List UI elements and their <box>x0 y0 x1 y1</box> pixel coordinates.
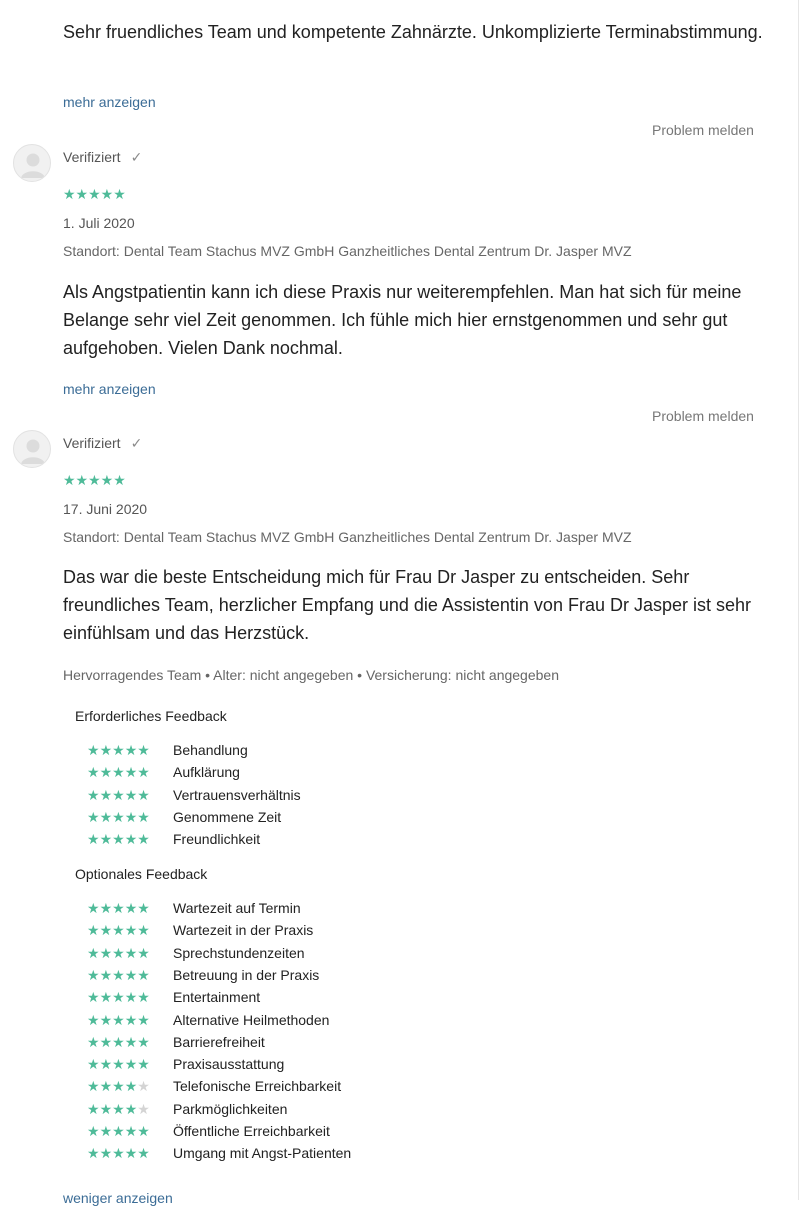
user-avatar-icon <box>13 144 51 182</box>
star-icon: ★ <box>112 1078 125 1095</box>
star-icon: ★ <box>87 742 100 758</box>
user-avatar-icon <box>13 430 51 468</box>
review-location: Standort: Dental Team Stachus MVZ GmbH Ganzheitliches Dental Zentrum Dr. Jasper MVZ <box>63 529 632 545</box>
star-icon: ★ <box>124 1078 138 1095</box>
star-icon: ★ <box>124 808 138 825</box>
feedback-rating <box>87 1055 150 1073</box>
star-icon: ★ <box>137 1100 150 1117</box>
star-icon: ★ <box>99 1078 113 1095</box>
feedback-label: Wartezeit auf Termin <box>173 900 301 916</box>
feedback-label: Genommene Zeit <box>173 808 282 825</box>
feedback-label: Praxisausstattung <box>173 1056 285 1073</box>
feedback-rating <box>87 808 150 826</box>
feedback-rating <box>87 786 150 804</box>
star-icon: ★ <box>99 1100 113 1117</box>
star-icon: ★ <box>99 989 113 1006</box>
star-icon: ★ <box>87 1033 100 1050</box>
star-icon: ★ <box>87 900 100 916</box>
star-icon: ★ <box>124 922 138 939</box>
star-icon: ★ <box>87 786 100 803</box>
star-icon: ★ <box>112 1056 125 1073</box>
feedback-rating <box>87 1122 150 1140</box>
review-location: Standort: Dental Team Stachus MVZ GmbH Ganzheitliches Dental Zentrum Dr. Jasper MVZ <box>63 243 632 259</box>
feedback-label: Umgang mit Angst-Patienten <box>173 1145 352 1162</box>
star-icon: ★ <box>87 1011 100 1028</box>
star-icon: ★ <box>112 1033 125 1050</box>
star-icon: ★ <box>124 1100 138 1117</box>
verified-badge <box>63 435 142 452</box>
star-icon: ★ <box>112 1123 125 1139</box>
star-icon: ★ <box>112 808 125 825</box>
star-icon: ★ <box>112 900 125 916</box>
star-icon: ★ <box>87 1078 100 1095</box>
feedback-rating <box>87 966 150 984</box>
star-icon: ★ <box>137 1123 150 1139</box>
check-icon: ✓ <box>130 435 143 451</box>
star-icon: ★ <box>124 1056 138 1073</box>
review-text: Als Angstpatientin kann ich diese Praxis nur weiterempfehlen. Man hat sich für meine Belange sehr viel Zeit genommen. Ich fühle mich hier ernstgenommen und sehr gut aufgehoben. Vielen Dank nochmal. <box>63 282 742 358</box>
star-icon: ★ <box>99 966 113 983</box>
review-date: 17. Juni 2020 <box>63 501 148 517</box>
feedback-rating <box>87 988 150 1006</box>
star-icon: ★ <box>124 742 138 758</box>
star-icon: ★ <box>99 1056 113 1073</box>
star-icon: ★ <box>99 742 113 758</box>
star-icon: ★ <box>87 808 100 825</box>
feedback-label: Behandlung <box>173 742 248 758</box>
star-icon: ★ <box>112 1011 125 1028</box>
optional-feedback-heading: Optionales Feedback <box>75 866 208 882</box>
feedback-rating <box>87 763 150 781</box>
star-icon: ★ <box>99 831 113 848</box>
star-icon: ★ <box>137 831 150 848</box>
show-more-link[interactable]: mehr anzeigen <box>63 381 156 397</box>
required-feedback-heading: Erforderliches Feedback <box>75 708 227 724</box>
star-icon: ★ <box>87 944 100 961</box>
star-icon: ★ <box>137 808 150 825</box>
review-meta: Hervorragendes Team • Alter: nicht angegeben • Versicherung: nicht angegeben <box>63 667 559 683</box>
star-icon: ★ <box>87 1145 100 1162</box>
star-icon: ★ <box>137 764 150 781</box>
star-icon: ★ <box>124 831 138 848</box>
star-icon: ★ <box>137 922 150 939</box>
feedback-label: Entertainment <box>173 989 261 1006</box>
star-icon: ★ <box>99 900 113 916</box>
star-icon: ★ <box>124 786 138 803</box>
star-icon: ★ <box>137 1033 150 1050</box>
star-icon: ★ <box>137 944 150 961</box>
star-icon: ★ <box>137 786 150 803</box>
star-icon: ★ <box>112 1145 125 1162</box>
feedback-rating <box>87 1100 150 1118</box>
review-text: Sehr fruendliches Team und kompetente Zahnärzte. Unkomplizierte Terminabstimmung. <box>63 22 763 42</box>
feedback-rating <box>87 830 150 848</box>
star-icon: ★ <box>112 831 125 848</box>
star-icon: ★ <box>112 944 125 961</box>
star-icon: ★ <box>99 1145 113 1162</box>
feedback-label: Wartezeit in der Praxis <box>173 922 314 939</box>
star-icon: ★ <box>87 989 100 1006</box>
verified-label: Verifiziert <box>63 149 121 165</box>
feedback-label: Alternative Heilmethoden <box>173 1011 330 1028</box>
star-icon: ★ <box>124 1011 138 1028</box>
feedback-rating <box>87 1033 150 1051</box>
feedback-rating <box>87 921 150 939</box>
review-rating: ★★★★★ <box>63 186 126 202</box>
star-icon: ★ <box>124 944 138 961</box>
star-icon: ★ <box>137 1056 150 1073</box>
check-icon: ✓ <box>130 149 143 165</box>
star-icon: ★ <box>99 1011 113 1028</box>
feedback-label: Betreuung in der Praxis <box>173 966 320 983</box>
star-icon: ★ <box>87 922 100 939</box>
star-icon: ★ <box>87 1123 100 1139</box>
star-icon: ★ <box>87 764 100 781</box>
star-icon: ★ <box>124 966 138 983</box>
star-icon: ★ <box>112 764 125 781</box>
feedback-rating <box>87 741 150 759</box>
star-icon: ★ <box>87 1100 100 1117</box>
feedback-label: Vertrauensverhältnis <box>173 786 301 803</box>
star-icon: ★ <box>124 1145 138 1162</box>
review-date: 1. Juli 2020 <box>63 215 135 231</box>
feedback-label: Aufklärung <box>173 764 240 781</box>
feedback-rating <box>87 1077 150 1095</box>
star-icon: ★ <box>112 989 125 1006</box>
feedback-rating <box>87 1011 150 1029</box>
star-icon: ★ <box>137 966 150 983</box>
feedback-label: Öffentliche Erreichbarkeit <box>173 1123 330 1139</box>
star-icon: ★ <box>99 786 113 803</box>
show-more-link[interactable]: mehr anzeigen <box>63 94 156 110</box>
feedback-rating <box>87 1144 150 1162</box>
star-icon: ★ <box>124 989 138 1006</box>
star-icon: ★ <box>99 1123 113 1139</box>
report-problem-link[interactable]: Problem melden <box>652 122 754 138</box>
feedback-label: Telefonische Erreichbarkeit <box>173 1078 342 1095</box>
star-icon: ★ <box>99 764 113 781</box>
star-icon: ★ <box>124 1123 138 1139</box>
star-icon: ★ <box>137 1011 150 1028</box>
star-icon: ★ <box>99 808 113 825</box>
star-icon: ★ <box>87 1056 100 1073</box>
review-text: Das war die beste Entscheidung mich für Frau Dr Jasper zu entscheiden. Sehr freundliches Team, herzlicher Empfang und die Assistentin von Frau Dr Jasper ist sehr einfühlsam und das Herzstück. <box>63 567 751 643</box>
star-icon: ★ <box>112 966 125 983</box>
star-icon: ★ <box>99 1033 113 1050</box>
star-icon: ★ <box>87 966 100 983</box>
show-less-link[interactable]: weniger anzeigen <box>63 1190 173 1206</box>
star-icon: ★ <box>87 831 100 848</box>
feedback-label: Sprechstundenzeiten <box>173 944 305 961</box>
feedback-rating <box>87 899 150 917</box>
feedback-label: Parkmöglichkeiten <box>173 1100 288 1117</box>
star-icon: ★ <box>124 1033 138 1050</box>
star-icon: ★ <box>137 1078 150 1095</box>
star-icon: ★ <box>137 900 150 916</box>
star-icon: ★ <box>112 742 125 758</box>
star-icon: ★ <box>112 786 125 803</box>
report-problem-link[interactable]: Problem melden <box>652 408 754 424</box>
feedback-label: Barrierefreiheit <box>173 1033 265 1050</box>
star-icon: ★ <box>99 944 113 961</box>
star-icon: ★ <box>124 900 138 916</box>
star-icon: ★ <box>137 742 150 758</box>
verified-badge <box>63 149 142 166</box>
star-icon: ★ <box>124 764 138 781</box>
review-rating: ★★★★★ <box>63 472 126 488</box>
star-icon: ★ <box>99 922 113 939</box>
feedback-label: Freundlichkeit <box>173 831 261 848</box>
star-icon: ★ <box>137 989 150 1006</box>
star-icon: ★ <box>112 922 125 939</box>
feedback-rating <box>87 944 150 962</box>
star-icon: ★ <box>112 1100 125 1117</box>
verified-label: Verifiziert <box>63 435 121 451</box>
star-icon: ★ <box>137 1145 150 1162</box>
